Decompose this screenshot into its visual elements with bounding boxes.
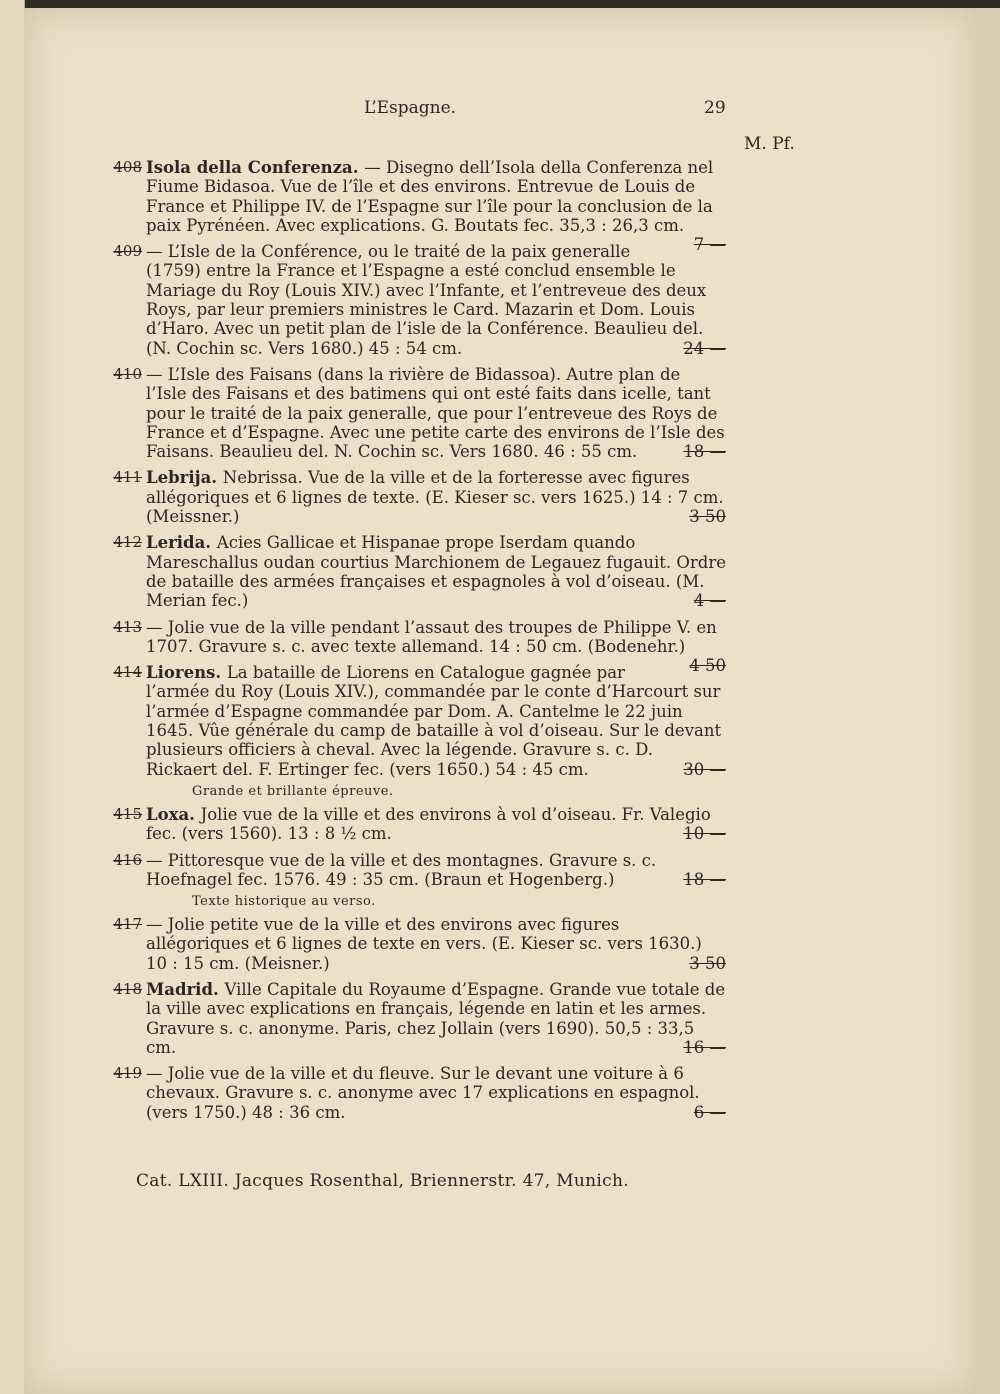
- lot-price: 4 50: [689, 656, 726, 676]
- place-name: Lebrija.: [146, 468, 223, 488]
- lot-price: 10 —: [683, 824, 726, 844]
- place-name: Lerida.: [146, 533, 217, 553]
- lot-price: 18 —: [683, 442, 726, 462]
- lot-price: 3 50: [689, 953, 726, 973]
- page-right-edge: [976, 8, 1000, 1394]
- lot-number: 411: [113, 468, 142, 487]
- currency-header: M. Pf.: [744, 134, 795, 154]
- lot-number: 409: [113, 242, 142, 261]
- catalog-entry: [113, 242, 726, 358]
- lot-price: 7 —: [693, 235, 726, 255]
- lot-number: 410: [113, 364, 142, 383]
- lot-number: 418: [113, 979, 142, 998]
- catalog-entry: [113, 364, 726, 462]
- page-left-margin: [0, 0, 25, 1394]
- catalog-page: [24, 8, 976, 1394]
- catalog-entry: [113, 979, 726, 1057]
- catalog-entry: [113, 468, 726, 527]
- catalog-entry: [113, 663, 726, 779]
- catalog-entry: [113, 915, 726, 973]
- lot-price: 16 —: [683, 1037, 726, 1057]
- lot-price: 4 —: [693, 591, 726, 611]
- lot-number: 415: [113, 804, 142, 823]
- lot-number: 414: [113, 663, 142, 682]
- lot-number: 416: [113, 850, 142, 869]
- scan-top-edge: [0, 0, 1000, 8]
- lot-description: — Jolie vue de la ville pendant l’assaut des troupes de Philippe V. en 1707. Gravure s. c. avec texte allemand. 14 : 50 cm. (Bodenehr.): [146, 617, 717, 656]
- lot-description: Acies Gallicae et Hispanae prope Iserdam quando Mareschallus oudan courtius Marchionem de Legauez fugauit. Ordre de bataille des armées françaises et espagnoles à vol d’oiseau. (M. Merian fec.): [146, 533, 727, 611]
- lot-description: Nebrissa. Vue de la ville et de la forteresse avec figures allégoriques et 6 lignes de texte. (E. Kieser sc. vers 1625.) 14 : 7 cm. (Meissner.): [146, 468, 724, 527]
- lot-number: 417: [113, 915, 142, 934]
- lot-description: — Jolie vue de la ville et du fleuve. Sur le devant une voiture à 6 chevaux. Gravure s. c. anonyme avec 17 explications en espagnol. (vers 1750.) 48 : 36 cm.: [146, 1064, 700, 1122]
- lot-description: — L’Isle de la Conférence, ou le traité de la paix generalle (1759) entre la France et l’Espagne a esté conclud ensemble le Mariage du Roy (Louis XIV.) avec l’Infante, et l’entreveue des deux Roys, par leur premiers ministres le Card. Mazarin et Dom. Louis d’Haro. Avec un petit plan de l’isle de la Conférence. Beaulieu del. (N. Cochin sc. Vers 1680.) 45 : 54 cm.: [146, 242, 707, 358]
- catalog-entries: [113, 158, 727, 1129]
- lot-description: — Jolie petite vue de la ville et des environs avec figures allégoriques et 6 lignes de texte en vers. (E. Kieser sc. vers 1630.) 10 : 15 cm. (Meisner.): [146, 915, 702, 973]
- lot-description: Ville Capitale du Royaume d’Espagne. Grande vue totale de la ville avec explications en français, légende en latin et les armes. Gravure s. c. anonyme. Paris, chez Jollain (vers 1690). 50,5 : 33,5 cm.: [146, 979, 726, 1057]
- place-name: Liorens.: [146, 663, 227, 683]
- lot-description: — L’Isle des Faisans (dans la rivière de Bidassoa). Autre plan de l’Isle des Faisans et des batimens qui ont esté faits dans icelle, tant pour le traité de la paix generalle, que pour l’entreveue des Roys de France et d’Espagne. Avec une petite carte des environs de l’Isle des Faisans. Beaulieu del. N. Cochin sc. Vers 1680. 46 : 55 cm.: [146, 364, 725, 462]
- running-title: L’Espagne.: [364, 98, 457, 118]
- lot-price: 18 —: [683, 869, 726, 889]
- lot-price: 6 —: [693, 1102, 726, 1122]
- lot-description: — Pittoresque vue de la ville et des montagnes. Gravure s. c. Hoefnagel fec. 1576. 49 : 35 cm. (Braun et Hogenberg.): [146, 850, 657, 889]
- lot-description: — Disegno dell’Isola della Conferenza nel Fiume Bidasoa. Vue de l’île et des environs. Entrevue de Louis de France et Philippe IV. de l’Espagne sur l’île pour la conclusion de la paix Pyrénéen. Avec explications. G. Boutats fec. 35,3 : 26,3 cm.: [146, 158, 714, 235]
- lot-number: 413: [113, 617, 142, 636]
- place-name: Madrid.: [146, 979, 225, 999]
- catalog-footer: Cat. LXIII. Jacques Rosenthal, Briennerstr. 47, Munich.: [136, 1171, 629, 1191]
- lot-price: 3 50: [689, 507, 726, 527]
- lot-description: Jolie vue de la ville et des environs à vol d’oiseau. Fr. Valegio fec. (vers 1560). 13 : 8 ½ cm.: [146, 804, 711, 844]
- catalog-entry: [113, 804, 726, 844]
- lot-price: 30 —: [683, 759, 726, 779]
- lot-price: 24 —: [683, 338, 726, 358]
- page-header: [24, 98, 976, 128]
- catalog-entry: [113, 850, 726, 890]
- page-number: 29: [704, 98, 726, 118]
- lot-number: 408: [113, 158, 142, 176]
- catalog-entry: [113, 1064, 726, 1122]
- lot-description: La bataille de Liorens en Catalogue gagnée par l’armée du Roy (Louis XIV.), commandée par le conte d’Harcourt sur l’armée d’Espagne commandée par Dom. A. Cantelme le 22 juin 1645. Vûe générale du camp de bataille à vol d’oiseau. Sur le devant plusieurs officiers à cheval. Avec la légende. Gravure s. c. D. Rickaert del. F. Ertinger fec. (vers 1650.) 54 : 45 cm.: [146, 663, 722, 779]
- lot-note: Grande et brillante épreuve.: [192, 783, 394, 799]
- catalog-entry: [113, 533, 727, 611]
- lot-note: Texte historique au verso.: [192, 894, 376, 910]
- place-name: Loxa.: [146, 804, 201, 824]
- lot-number: 412: [113, 533, 142, 552]
- lot-number: 419: [113, 1064, 142, 1083]
- place-name: Isola della Conferenza.: [146, 158, 365, 177]
